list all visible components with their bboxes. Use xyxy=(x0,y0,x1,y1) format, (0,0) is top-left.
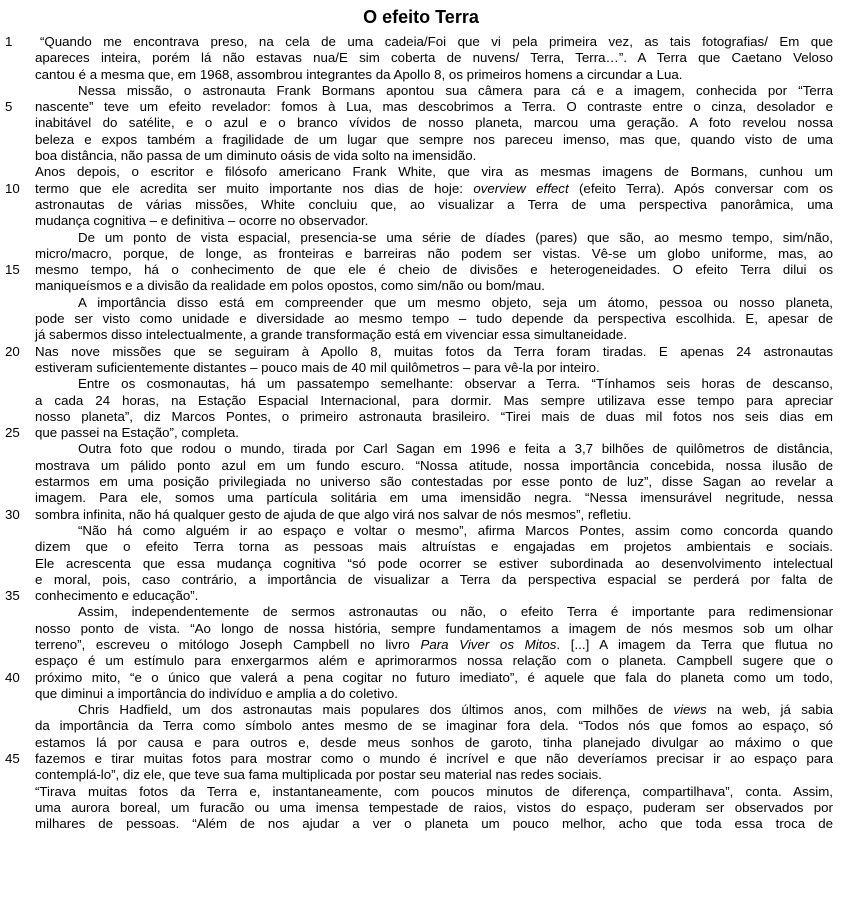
text-run: inabitável do satélite, e o azul e o branco vívidos de nosso planeta, marcou uma geração. A foto revelou nossa xyxy=(35,115,833,131)
line-text xyxy=(78,702,833,718)
line-number: 25 xyxy=(5,425,20,441)
line-text xyxy=(35,670,833,686)
line-text xyxy=(35,458,833,474)
text-run: nosso ponto de vista. “Ao longo de nossa história, sempre fundamentamos a imagem de nós mesmos sob um olhar xyxy=(35,620,833,636)
text-run: A importância disso está em compreender que um mesmo objeto, seja um átomo, pessoa ou nosso planeta, xyxy=(78,294,833,310)
line-text xyxy=(35,262,833,278)
line-text xyxy=(35,539,833,555)
text-run: termo que ele acredita ser muito importante nos dias de hoje: xyxy=(35,180,474,196)
text-line xyxy=(35,148,833,164)
text-run: boa distância, não passa de um diminuto oásis de vida solto na imensidão. xyxy=(35,148,477,164)
text-line xyxy=(35,523,833,539)
line-text xyxy=(35,278,833,294)
line-text xyxy=(35,344,833,360)
text-run: espaço é um estímulo para enxergarmos além e aprimorarmos nossa relação com o planeta. Campbell sugere que o xyxy=(35,653,833,669)
text-run: mudança cognitiva – e definitiva – ocorre no observador. xyxy=(35,213,369,229)
text-line xyxy=(35,458,833,474)
line-text xyxy=(35,556,833,572)
text-run: Ele acrescenta que essa mudança cognitiva “só pode ocorrer se estiver subordinada ao desenvolvimento intelectual xyxy=(35,555,833,571)
line-text xyxy=(35,132,833,148)
line-text xyxy=(35,507,833,523)
line-text xyxy=(35,784,833,800)
text-run: uma aurora boreal, um furacão ou uma imensa tempestade de raios, vistos do espaço, puderam ser observados por xyxy=(35,799,833,815)
line-text xyxy=(35,181,833,197)
line-text xyxy=(35,246,833,262)
text-line xyxy=(5,343,833,360)
line-text xyxy=(35,327,833,343)
line-text xyxy=(40,34,833,50)
text-run: pode ser visto como unidade e diversidade ao mesmo tempo – tudo depende da perspectiva escolhida. E, apesar de xyxy=(35,311,833,327)
text-run: mostrava um pálido ponto azul em um fundo escuro. “Nossa atitude, nossa importância concebida, nossa ilusão de xyxy=(35,457,833,473)
text-line xyxy=(35,295,833,311)
text-run: “Tirava muitas fotos da Terra e, instantaneamente, com poucos minutos de diferença, compartilhava”, conta. Assim, xyxy=(35,783,833,799)
line-number: 30 xyxy=(5,506,20,522)
text-line xyxy=(5,751,833,767)
line-text xyxy=(35,767,833,783)
line-text xyxy=(35,588,833,604)
line-text xyxy=(78,376,833,392)
line-text xyxy=(78,295,833,311)
text-line xyxy=(35,164,833,180)
text-run: fazemos e tirar muitas fotos para mostrar como o mundo é incrível e que não deveríamos precisar ir ao espaço para xyxy=(35,751,833,767)
text-line xyxy=(5,34,833,50)
line-text xyxy=(78,523,833,539)
text-run: da importância da Terra como símbolo antes mesmo de se imaginar fora dela. “Todos nós que fomos ao espaço, só xyxy=(35,718,833,734)
line-text xyxy=(78,441,833,457)
text-run: mesmo tempo, há o conhecimento de que ele é cheio de divisões e heterogeneidades. O efeito Terra dilui os xyxy=(35,262,833,278)
line-text xyxy=(35,572,833,588)
text-line xyxy=(35,197,833,213)
text-line xyxy=(35,490,833,506)
text-line xyxy=(35,115,833,131)
text-line xyxy=(5,425,833,441)
text-line xyxy=(35,246,833,262)
text-line xyxy=(35,50,833,66)
line-text xyxy=(35,148,833,164)
line-number: 5 xyxy=(5,99,13,115)
line-number: 20 xyxy=(5,343,20,359)
text-line xyxy=(5,99,833,115)
text-line xyxy=(35,539,833,555)
text-line xyxy=(35,278,833,294)
text-line xyxy=(5,588,833,604)
italic-term: overview effect xyxy=(473,180,569,196)
text-run: . [...] A imagem da Terra que flutua no xyxy=(556,636,833,652)
text-run: Nessa missão, o astronauta Frank Bormans apontou sua câmera para cá e a imagem, conhecida por “Terra xyxy=(78,82,833,98)
text-run: já sabermos disso intelectualmente, a grande transformação está em vivenciar essa simultaneidade. xyxy=(35,327,628,343)
text-line xyxy=(35,572,833,588)
line-text xyxy=(78,604,833,620)
text-line xyxy=(35,702,833,718)
text-line xyxy=(35,230,833,246)
text-line xyxy=(35,767,833,783)
line-text xyxy=(35,621,833,637)
text-line xyxy=(35,311,833,327)
text-run: nosso planeta”, diz Marcos Pontes, o primeiro astronauta brasileiro. “Tirei mais de duas mil fotos nos seis dias em xyxy=(35,408,833,424)
text-line xyxy=(35,784,833,800)
text-run: Anos depois, o escritor e filósofo americano Frank White, que vira as mesmas imagens de Bormans, cunhou um xyxy=(35,164,833,180)
text-run: beleza e expos também a fragilidade de um lugar que sempre nos pareceu imenso, mas que, quando visto de uma xyxy=(35,131,833,147)
italic-term: Para Viver os Mitos xyxy=(420,636,557,652)
text-run: dizem que o efeito Terra torna as pessoas mais altruístas e engajadas em projetos ambientais e sociais. xyxy=(35,539,833,555)
text-run: (efeito Terra). Após conversar com os xyxy=(568,180,833,196)
text-line xyxy=(35,67,833,83)
document-title: O efeito Terra xyxy=(363,7,479,27)
text-line xyxy=(35,474,833,490)
text-run: De um ponto de vista espacial, presencia-se uma série de díades (pares) que são, ao mesmo tempo, sim/não, xyxy=(78,229,833,245)
text-line xyxy=(35,360,833,376)
text-line xyxy=(35,653,833,669)
text-run: conhecimento e educação”. xyxy=(35,588,199,604)
text-line xyxy=(35,686,833,702)
line-text xyxy=(35,311,833,327)
text-line xyxy=(5,262,833,278)
text-line xyxy=(35,556,833,572)
line-number: 40 xyxy=(5,669,20,685)
text-line xyxy=(5,180,833,197)
line-text xyxy=(35,735,833,751)
text-line xyxy=(35,441,833,457)
text-run: a cada 24 horas, na Estação Espacial Internacional, para dormir. Mas sempre utilizava esse tempo para apreciar xyxy=(35,392,833,408)
text-run: contemplá-lo”, diz ele, que teve sua fama multiplicada por postar seu material nas redes sociais. xyxy=(35,767,602,783)
text-line xyxy=(35,816,833,832)
text-line xyxy=(35,393,833,409)
italic-term: views xyxy=(673,702,707,718)
text-line xyxy=(35,409,833,425)
line-text xyxy=(35,751,833,767)
line-text xyxy=(35,50,833,66)
text-line xyxy=(5,506,833,523)
text-run: nascente” teve um efeito revelador: fomos à Lua, mas descobrimos a Terra. O contraste entre o cinza, desolador e xyxy=(35,99,833,115)
text-line xyxy=(35,735,833,751)
text-line xyxy=(35,621,833,637)
line-text xyxy=(35,409,833,425)
text-run: micro/macro, porque, de longe, as fronteiras e barreiras não podem ser vistas. Vê-se um globo uniforme, mas, ao xyxy=(35,245,833,261)
line-text xyxy=(78,230,833,246)
text-run: terreno”, escreveu o mitólogo Joseph Campbell no livro xyxy=(35,636,421,652)
line-text xyxy=(35,393,833,409)
line-text xyxy=(35,490,833,506)
line-text xyxy=(35,686,833,702)
line-text xyxy=(35,637,833,653)
line-text xyxy=(35,115,833,131)
text-run: astronautas de várias missões, White concluiu que, ao visualizar a Terra de uma perspectiva panorâmica, uma xyxy=(35,196,833,212)
line-text xyxy=(35,67,833,83)
text-line xyxy=(35,327,833,343)
line-text xyxy=(35,816,833,832)
text-run: Nas nove missões que se seguiram à Apollo 8, muitas fotos da Terra foram tiradas. E apenas 24 astronautas xyxy=(35,343,833,359)
line-text xyxy=(35,360,833,376)
text-run: sombra infinita, não há qualquer gesto de ajuda de que algo virá nos salvar de nós mesmos”, refletiu. xyxy=(35,506,632,522)
text-run: milhares de pessoas. “Além de nos ajudar a ver o planeta um pouco melhor, acho que toda essa troca de xyxy=(35,816,833,832)
text-line xyxy=(35,800,833,816)
text-run: que passei na Estação”, completa. xyxy=(35,425,240,441)
line-text xyxy=(35,800,833,816)
text-run: Entre os cosmonautas, há um passatempo semelhante: observar a Terra. “Tínhamos seis horas de descanso, xyxy=(78,376,833,392)
text-run: “Quando me encontrava preso, na cela de uma cadeia/Foi que vi pela primeira vez, as tais fotografias/ Em que xyxy=(40,34,833,49)
line-number: 15 xyxy=(5,262,20,278)
text-run: cantou é a mesma que, em 1968, assombrou integrantes da Apollo 8, os primeiros homens a circundar a Lua. xyxy=(35,66,683,82)
line-number: 10 xyxy=(5,180,20,196)
line-text xyxy=(35,653,833,669)
text-run: próximo mito, “e o único que valerá a pena cogitar no futuro imediato”, é aquele que fala do planeta como um todo, xyxy=(35,669,833,685)
text-line xyxy=(35,83,833,99)
text-line xyxy=(35,132,833,148)
text-run: apareces inteira, porém lá não estavas nua/E sim coberta de nuvens/ Terra, Terra…”. A Terra que Caetano Veloso xyxy=(35,50,833,66)
text-line xyxy=(35,376,833,392)
text-line xyxy=(35,604,833,620)
text-line xyxy=(35,637,833,653)
line-text xyxy=(35,164,833,180)
line-number: 35 xyxy=(5,588,20,604)
line-number: 45 xyxy=(5,751,20,767)
line-text xyxy=(35,213,833,229)
text-run: estiveram suficientemente distantes – pouco mais de 40 mil quilômetros – para vê-la por inteiro. xyxy=(35,359,600,375)
text-run: maniqueísmos e a divisão da realidade em polos opostos, como sim/não ou bom/mau. xyxy=(35,278,545,294)
text-run: “Não há como alguém ir ao espaço e voltar o mesmo”, afirma Marcos Pontes, assim como concorda quando xyxy=(78,522,833,538)
line-text xyxy=(35,197,833,213)
text-line xyxy=(35,718,833,734)
text-run: Assim, independentemente de sermos astronautas ou não, o efeito Terra é importante para redimensionar xyxy=(78,604,833,620)
line-text xyxy=(35,474,833,490)
text-run: estarmos em uma posição privilegiada no universo são contestadas por esse ponto de luz”, disse Sagan ao revelar a xyxy=(35,474,833,490)
text-line xyxy=(5,669,833,686)
text-run: Outra foto que rodou o mundo, tirada por Carl Sagan em 1996 e feita a 3,7 bilhões de quilômetros de distância, xyxy=(78,441,833,457)
line-number: 1 xyxy=(5,34,13,49)
line-text xyxy=(78,83,833,99)
text-run: e moral, pois, caso contrário, a importância de visualizar a Terra da perspectiva espacial se perderá por falta de xyxy=(35,571,833,587)
text-run: Chris Hadfield, um dos astronautas mais populares dos últimos anos, com milhões de xyxy=(78,702,674,718)
line-text xyxy=(35,99,833,115)
line-text xyxy=(35,718,833,734)
text-line xyxy=(35,213,833,229)
text-run: que diminui a importância do indivíduo e amplia a do coletivo. xyxy=(35,685,398,701)
line-text xyxy=(35,425,833,441)
text-run: estamos lá por causa e para outros e, desde meus sonhos de garoto, tinha planejado divulgar ao máximo o que xyxy=(35,734,833,750)
text-run: na web, já sabia xyxy=(706,702,834,718)
text-run: imagem. Para ele, somos uma partícula solitária em uma imensidão negra. “Nessa imensurável negritude, nessa xyxy=(35,490,833,506)
document-body xyxy=(5,34,834,833)
